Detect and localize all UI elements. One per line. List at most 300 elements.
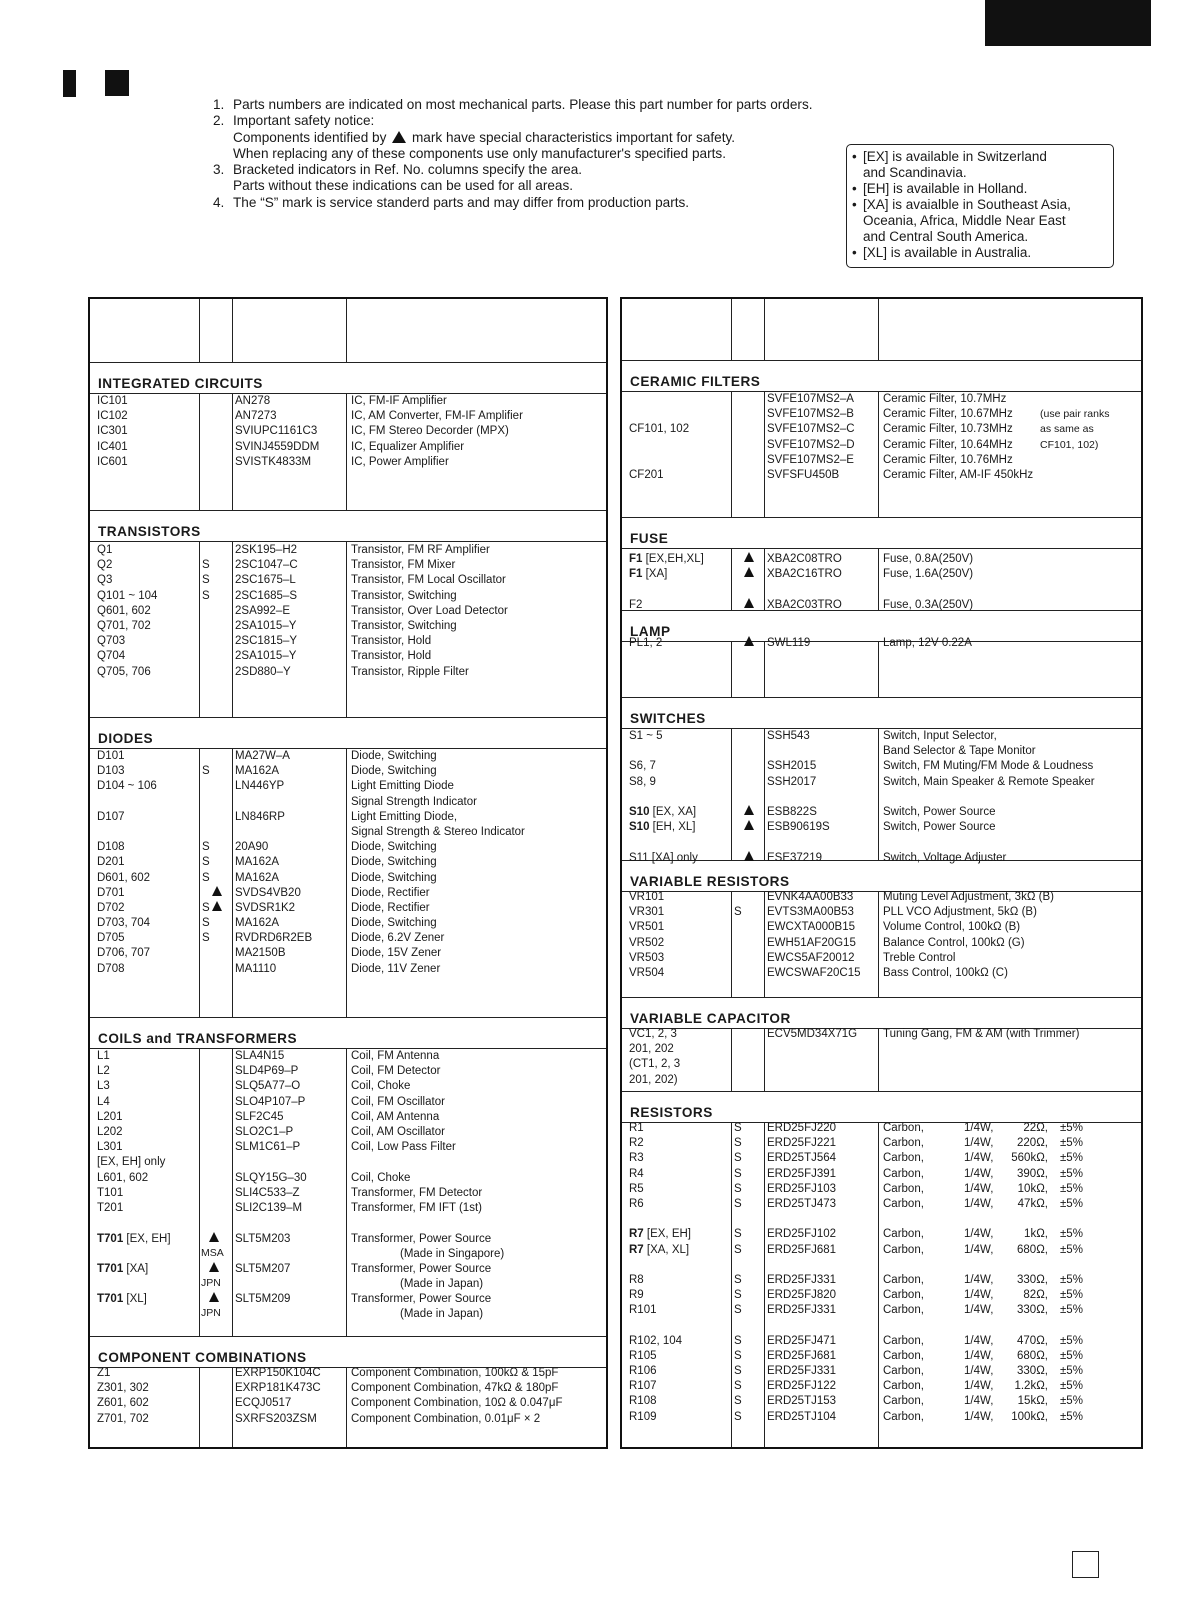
area-line	[852, 181, 1107, 197]
ref-no: S1 ~ 5	[629, 730, 663, 742]
part-no: SVISTK4833M	[235, 455, 312, 468]
ref-no: Q2	[97, 559, 113, 572]
res-w: 1/4W,	[964, 1289, 994, 1302]
part-no: SVDSR1K2	[235, 901, 296, 914]
description: Coil, Choke	[351, 1171, 411, 1184]
description: IC, FM Stereo Decorder (MPX)	[351, 425, 509, 438]
table-row	[622, 1243, 1141, 1258]
section-title: FUSE	[630, 531, 669, 546]
res-type: Carbon,	[883, 1197, 924, 1210]
model-number	[985, 0, 1151, 46]
section-rows	[622, 552, 1141, 613]
part-no: EWCS5AF20012	[767, 951, 855, 964]
table-row	[90, 455, 606, 470]
s-mark: S	[202, 765, 210, 778]
res-w: 1/4W,	[964, 1167, 994, 1180]
part-no: SVFE107MS2–C	[767, 423, 855, 436]
table-row	[622, 1136, 1141, 1151]
table-row	[622, 438, 1141, 453]
description: Diode, 15V Zener	[351, 947, 442, 960]
part-no: XBA2C08TRO	[767, 553, 842, 565]
ref-no: R7 [XA, XL]	[629, 1243, 690, 1256]
area-line	[852, 149, 1107, 165]
bullet: •	[852, 181, 857, 196]
s-mark: S	[734, 1122, 742, 1134]
ref-no: CF201	[629, 468, 664, 481]
table-row	[90, 810, 606, 825]
s-mark: S	[202, 901, 210, 914]
ref-no: IC401	[97, 440, 128, 453]
part-no: SSH2017	[767, 775, 817, 788]
section-rows	[622, 890, 1141, 981]
ref-no: IC102	[97, 410, 128, 423]
area-text: and Central South America.	[863, 229, 1029, 244]
table-row	[622, 951, 1141, 966]
parts-table-right	[620, 297, 1143, 1449]
section-band	[622, 1091, 1141, 1123]
table-row	[622, 1273, 1141, 1288]
table-row	[90, 1140, 606, 1155]
description: IC, AM Converter, FM-IF Amplifier	[351, 410, 523, 423]
description: Component Combination, 0.01μF × 2	[351, 1412, 541, 1425]
description: Ceramic Filter, 10.64MHz	[883, 438, 1013, 451]
ref-no: R2	[629, 1137, 644, 1150]
ref-no: R9	[629, 1289, 644, 1302]
ref-no: IC101	[97, 395, 128, 407]
res-tol: ±5%	[1060, 1334, 1083, 1347]
part-no: ERD25FJ103	[767, 1182, 837, 1195]
part-no: SVFE107MS2–A	[767, 393, 854, 405]
part-no: SSH2015	[767, 760, 817, 773]
part-no: MA162A	[235, 871, 280, 884]
note-number	[213, 146, 233, 162]
description: Ceramic Filter, 10.7MHz	[883, 393, 1007, 405]
s-mark: S	[202, 856, 210, 869]
ref-no: R1	[629, 1122, 644, 1134]
bullet	[852, 213, 863, 229]
table-row	[90, 1155, 606, 1170]
table-row	[90, 749, 606, 764]
description: Light Emitting Diode	[351, 780, 454, 793]
res-val: 82Ω,	[1023, 1289, 1048, 1302]
left-margin-mark	[63, 70, 76, 97]
table-row	[622, 1167, 1141, 1182]
res-type: Carbon,	[883, 1365, 924, 1377]
res-w: 1/4W,	[964, 1334, 994, 1347]
description: Transistor, Ripple Filter	[351, 665, 469, 678]
table-row	[90, 1201, 606, 1216]
section-title: DIODES	[98, 731, 154, 746]
ref-no: CF101, 102	[629, 423, 690, 436]
res-tol: ±5%	[1060, 1365, 1083, 1377]
description: Ceramic Filter, 10.67MHz	[883, 408, 1013, 421]
description: Switch, Input Selector,	[883, 730, 997, 742]
description: Band Selector & Tape Monitor	[883, 745, 1036, 758]
part-no: MA162A	[235, 856, 280, 869]
table-row	[90, 795, 606, 810]
areas-box	[846, 144, 1114, 268]
table-row	[622, 1318, 1141, 1333]
part-no: 2SC1675–L	[235, 574, 296, 587]
part-no: LN846RP	[235, 810, 285, 823]
ref-no: D107	[97, 810, 125, 823]
s-mark: S	[734, 1167, 742, 1180]
table-row	[90, 1366, 606, 1381]
part-no: SLF2C45	[235, 1110, 284, 1123]
table-row	[90, 543, 606, 558]
part-no: 2SC1815–Y	[235, 635, 298, 648]
origin-mark: MSA	[201, 1247, 224, 1259]
table-row	[622, 729, 1141, 744]
table-row	[622, 598, 1141, 613]
part-no: SVFE107MS2–B	[767, 408, 854, 421]
description: Switch, Power Source	[883, 805, 996, 818]
description: Fuse, 0.8A(250V)	[883, 553, 974, 565]
part-no: SLQY15G–30	[235, 1171, 307, 1184]
s-mark: S	[734, 1410, 742, 1423]
ref-no: VC1, 2, 3	[629, 1028, 677, 1040]
ref-no: IC301	[97, 425, 128, 438]
table-row	[90, 665, 606, 680]
description: Bass Control, 100kΩ (C)	[883, 966, 1008, 979]
s-mark: S	[202, 559, 210, 572]
ref-no: Q703	[97, 635, 126, 648]
s-mark: S	[202, 841, 210, 854]
safety-triangle-icon	[744, 820, 754, 830]
table-row	[90, 1412, 606, 1427]
ref-no: R107	[629, 1380, 657, 1393]
res-w: 1/4W,	[964, 1395, 994, 1408]
safety-triangle-icon	[744, 805, 754, 815]
res-w: 1/4W,	[964, 1182, 994, 1195]
part-no: MA2150B	[235, 947, 286, 960]
part-no: ECQJ0517	[235, 1397, 292, 1410]
res-val: 330Ω,	[1017, 1304, 1048, 1317]
ref-no: T201	[97, 1201, 124, 1214]
table-row	[90, 558, 606, 573]
ref-no: F2	[629, 598, 643, 611]
table-row	[622, 422, 1141, 437]
ref-no: L1	[97, 1050, 110, 1062]
description: Transformer, Power Source	[351, 1263, 492, 1275]
table-row	[90, 1262, 606, 1292]
ref-no: R4	[629, 1167, 644, 1180]
safety-triangle-icon	[744, 851, 754, 861]
res-val: 100kΩ,	[1011, 1410, 1048, 1423]
part-no: EVNK4AA00B33	[767, 891, 854, 903]
ref-no: PL1, 2	[629, 637, 663, 649]
ref-no: R106	[629, 1365, 657, 1377]
part-no: SLT5M209	[235, 1293, 291, 1305]
table-row	[90, 962, 606, 977]
part-no: ERD25FJ391	[767, 1167, 837, 1180]
ref-no: R7 [EX, EH]	[629, 1228, 691, 1241]
ref-no: R6	[629, 1197, 644, 1210]
ref-no: D703, 704	[97, 917, 151, 930]
section-band	[622, 360, 1141, 392]
part-no: SLO4P107–P	[235, 1095, 306, 1108]
part-no: 2SA1015–Y	[235, 650, 297, 663]
note-number: 3.	[213, 162, 225, 178]
area-line	[852, 197, 1107, 213]
table-row	[622, 1042, 1141, 1057]
area-line	[852, 165, 1107, 181]
description-note: (Made in Japan)	[400, 1308, 484, 1320]
table-row	[622, 1182, 1141, 1197]
table-row	[90, 871, 606, 886]
table-row	[622, 775, 1141, 790]
part-no: ERD25FJ471	[767, 1334, 837, 1347]
description: Transistor, Switching	[351, 589, 457, 602]
table-row	[90, 901, 606, 916]
description: Balance Control, 100kΩ (G)	[883, 936, 1025, 949]
note-line	[213, 113, 813, 129]
section-band	[622, 697, 1141, 729]
section-band	[90, 362, 606, 394]
description: Switch, Power Source	[883, 821, 996, 834]
ref-no: S11 [XA] only	[629, 851, 698, 864]
ref-no: Q1	[97, 544, 113, 556]
ref-bold: S10	[629, 805, 650, 818]
res-tol: ±5%	[1060, 1137, 1083, 1150]
description: Transistor, FM Mixer	[351, 559, 456, 572]
description: Diode, Switching	[351, 917, 437, 930]
table-row	[90, 604, 606, 619]
description: Coil, FM Detector	[351, 1065, 441, 1078]
part-no: SVFSFU450B	[767, 468, 840, 481]
ref-bold: S10	[629, 821, 650, 834]
table-header	[622, 299, 1141, 363]
part-no: XBA2C16TRO	[767, 568, 842, 581]
part-no: EWH51AF20G15	[767, 936, 856, 949]
ref-no: R102, 104	[629, 1334, 683, 1347]
origin-mark: JPN	[201, 1277, 221, 1289]
res-tol: ±5%	[1060, 1289, 1083, 1302]
res-w: 1/4W,	[964, 1228, 994, 1241]
note-line	[213, 97, 813, 113]
s-mark: S	[734, 1137, 742, 1150]
part-no: SLT5M207	[235, 1263, 291, 1275]
ref-no: L301	[97, 1141, 123, 1154]
ref-no: VR501	[629, 921, 665, 934]
table-row	[90, 825, 606, 840]
s-mark: S	[734, 906, 742, 919]
s-mark: S	[202, 932, 210, 945]
table-row	[622, 905, 1141, 920]
part-no: 20A90	[235, 841, 269, 854]
ref-no: (CT1, 2, 3	[629, 1058, 681, 1071]
ref-no: D706, 707	[97, 947, 151, 960]
description: Ceramic Filter, AM-IF 450kHz	[883, 468, 1034, 481]
table-row	[622, 468, 1141, 483]
ref-no: Q705, 706	[97, 665, 151, 678]
part-no: XBA2C03TRO	[767, 598, 842, 611]
s-mark: S	[734, 1349, 742, 1362]
s-mark: S	[202, 574, 210, 587]
table-row	[622, 392, 1141, 407]
part-no: SSH543	[767, 730, 810, 742]
section-rows	[622, 636, 1141, 651]
table-row	[622, 1258, 1141, 1273]
ref-no: D104 ~ 106	[97, 780, 157, 793]
table-row	[90, 1079, 606, 1094]
description: Diode, Switching	[351, 750, 437, 762]
table-row	[622, 582, 1141, 597]
table-row	[90, 649, 606, 664]
res-val: 680Ω,	[1017, 1243, 1048, 1256]
table-row	[622, 1197, 1141, 1212]
res-type: Carbon,	[883, 1334, 924, 1347]
safety-triangle-icon	[392, 131, 406, 143]
table-row	[90, 573, 606, 588]
table-row	[90, 1396, 606, 1411]
note-number: 1.	[213, 97, 225, 112]
table-row	[622, 1379, 1141, 1394]
part-no: 2SA1015–Y	[235, 619, 297, 632]
part-no: ERD25FJ331	[767, 1365, 837, 1377]
safety-triangle-icon	[212, 901, 222, 911]
ref-no: 201, 202)	[629, 1073, 678, 1086]
description: Fuse, 0.3A(250V)	[883, 598, 974, 611]
section-title: VARIABLE RESISTORS	[630, 874, 790, 889]
section-title: CERAMIC FILTERS	[630, 374, 761, 389]
description: Light Emitting Diode,	[351, 810, 458, 823]
part-no: SLM1C61–P	[235, 1141, 301, 1154]
table-row	[90, 589, 606, 604]
description: Transistor, Switching	[351, 619, 457, 632]
part-no: LN446YP	[235, 780, 285, 793]
part-no: 2SC1685–S	[235, 589, 298, 602]
part-no: EWCSWAF20C15	[767, 966, 861, 979]
ref-no: R101	[629, 1304, 657, 1317]
table-row	[622, 1334, 1141, 1349]
note-text: When replacing any of these components use only manufacturer's specified parts.	[233, 145, 726, 161]
ref-no: Z701, 702	[97, 1412, 149, 1425]
res-w: 1/4W,	[964, 1152, 994, 1165]
part-no: ERD25FJ820	[767, 1289, 837, 1302]
part-no: ERD25FJ220	[767, 1122, 837, 1134]
res-type: Carbon,	[883, 1410, 924, 1423]
res-w: 1/4W,	[964, 1273, 994, 1286]
part-no: ESB822S	[767, 805, 817, 818]
ref-no: VR301	[629, 906, 665, 919]
description: Component Combination, 10Ω & 0.047μF	[351, 1397, 563, 1410]
res-type: Carbon,	[883, 1380, 924, 1393]
res-w: 1/4W,	[964, 1137, 994, 1150]
s-mark: S	[734, 1289, 742, 1302]
description: Signal Strength Indicator	[351, 795, 477, 808]
part-no: SXRFS203ZSM	[235, 1412, 317, 1425]
description: Diode, Switching	[351, 765, 437, 778]
part-no: ERD25FJ331	[767, 1273, 837, 1286]
s-mark: S	[202, 917, 210, 930]
table-row	[622, 1349, 1141, 1364]
description: Ceramic Filter, 10.76MHz	[883, 453, 1013, 466]
description: Transistor, Hold	[351, 635, 432, 648]
ref-no: T701 [XA]	[97, 1263, 149, 1275]
res-tol: ±5%	[1060, 1304, 1083, 1317]
note-line	[213, 130, 813, 146]
description-note: (Made in Japan)	[400, 1278, 484, 1290]
ref-bold: R7	[629, 1243, 644, 1256]
part-no: 2SD880–Y	[235, 665, 291, 678]
res-type: Carbon,	[883, 1122, 924, 1134]
res-val: 220Ω,	[1017, 1137, 1048, 1150]
table-row	[622, 1027, 1141, 1042]
description: Coil, Choke	[351, 1080, 411, 1093]
part-no: EWCXTA000B15	[767, 921, 855, 934]
part-no: ESB90619S	[767, 821, 830, 834]
ref-no: S6, 7	[629, 760, 656, 773]
description: Transistor, Hold	[351, 650, 432, 663]
area-text: and Scandinavia.	[863, 165, 967, 180]
table-row	[90, 931, 606, 946]
ref-no: Q601, 602	[97, 604, 151, 617]
part-no: 2SA992–E	[235, 604, 290, 617]
table-row	[622, 835, 1141, 850]
ref-no: Z1	[97, 1367, 111, 1379]
res-type: Carbon,	[883, 1152, 924, 1165]
pair-note: (use pair ranks	[1040, 408, 1110, 421]
part-no: ERD25TJ564	[767, 1152, 837, 1165]
description: Transformer, Power Source	[351, 1293, 492, 1305]
table-row	[90, 886, 606, 901]
ref-bold: T701	[97, 1293, 124, 1305]
res-val: 1kΩ,	[1024, 1228, 1048, 1241]
res-tol: ±5%	[1060, 1243, 1083, 1256]
ref-no: D701	[97, 886, 125, 899]
res-val: 390Ω,	[1017, 1167, 1048, 1180]
section-rows	[90, 394, 606, 470]
table-row	[622, 1394, 1141, 1409]
section-rows	[622, 1121, 1141, 1425]
table-row	[90, 1186, 606, 1201]
bullet: •	[852, 197, 857, 212]
part-no: EXRP181K473C	[235, 1382, 321, 1395]
ref-no: D708	[97, 962, 125, 975]
description-note: (Made in Singapore)	[400, 1248, 505, 1260]
description: Component Combination, 100kΩ & 15pF	[351, 1367, 559, 1379]
res-type: Carbon,	[883, 1167, 924, 1180]
ref-no: R3	[629, 1152, 644, 1165]
res-val: 22Ω,	[1023, 1122, 1048, 1134]
res-val: 47kΩ,	[1017, 1197, 1048, 1210]
part-no: SVFE107MS2–E	[767, 453, 854, 466]
safety-triangle-icon	[209, 1262, 219, 1272]
description: Lamp, 12V 0.22A	[883, 637, 972, 649]
res-type: Carbon,	[883, 1182, 924, 1195]
part-no: RVDRD6R2EB	[235, 932, 313, 945]
note-text: Parts numbers are indicated on most mechanical parts. Please this part number for parts orders.	[233, 97, 813, 112]
section-rows	[90, 1366, 606, 1427]
safety-triangle-icon	[212, 886, 222, 896]
table-row	[622, 552, 1141, 567]
res-w: 1/4W,	[964, 1304, 994, 1317]
note-line	[213, 195, 813, 211]
ref-no: L3	[97, 1080, 110, 1093]
description: Coil, FM Antenna	[351, 1050, 440, 1062]
section-title: COILS and TRANSFORMERS	[98, 1031, 298, 1046]
area-text: Oceania, Africa, Middle Near East	[863, 213, 1066, 228]
table-row	[622, 1073, 1141, 1088]
table-row	[90, 1110, 606, 1125]
part-no: ECV5MD34X71G	[767, 1028, 858, 1040]
table-row	[622, 407, 1141, 422]
part-no: EVTS3MA00B53	[767, 906, 854, 919]
part-no: 2SK195–H2	[235, 544, 298, 556]
table-row	[622, 759, 1141, 774]
section-title: SWITCHES	[630, 711, 706, 726]
